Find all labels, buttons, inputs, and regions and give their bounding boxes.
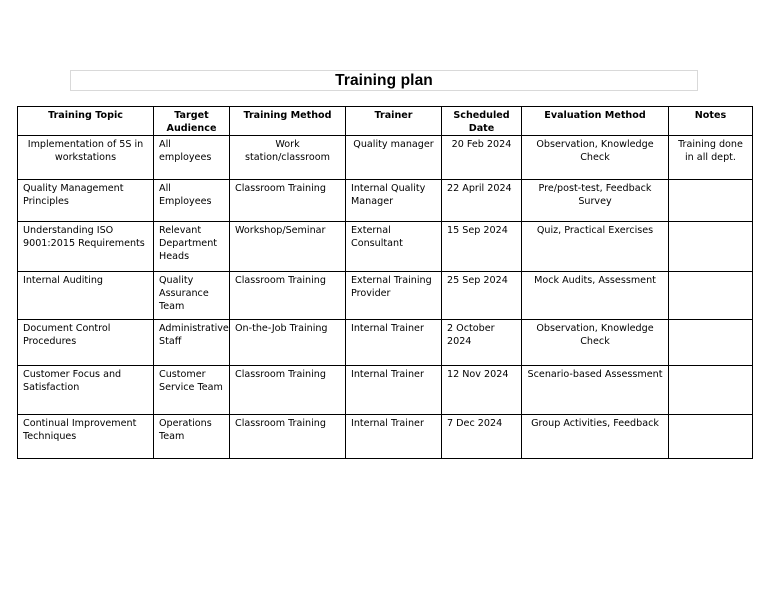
table-row [18, 272, 753, 320]
cell-trainer: Internal Trainer [346, 320, 442, 366]
cell-training-method: Workshop/Seminar [230, 222, 346, 272]
cell-training-topic: Understanding ISO 9001:2015 Requirements [18, 222, 154, 272]
cell-target-audience: All employees [154, 136, 230, 180]
header-scheduled-date: Scheduled Date [442, 107, 522, 136]
cell-trainer: Internal Trainer [346, 366, 442, 415]
cell-target-audience: Relevant Department Heads [154, 222, 230, 272]
cell-target-audience: All Employees [154, 180, 230, 222]
header-trainer: Trainer [346, 107, 442, 136]
cell-evaluation-method: Observation, Knowledge Check [522, 320, 669, 366]
cell-target-audience: Administrative Staff [154, 320, 230, 366]
cell-training-method: Classroom Training [230, 415, 346, 459]
cell-evaluation-method: Observation, Knowledge Check [522, 136, 669, 180]
cell-target-audience: Operations Team [154, 415, 230, 459]
cell-notes: Training done in all dept. [669, 136, 753, 180]
cell-notes [669, 366, 753, 415]
document-title: Training plan [335, 71, 433, 89]
cell-training-method: Work station/classroom [230, 136, 346, 180]
cell-training-topic: Continual Improvement Techniques [18, 415, 154, 459]
header-target-audience: Target Audience [154, 107, 230, 136]
table-row [18, 222, 753, 272]
cell-training-topic: Internal Auditing [18, 272, 154, 320]
table-row [18, 366, 753, 415]
training-plan-table [17, 106, 753, 459]
header-evaluation-method: Evaluation Method [522, 107, 669, 136]
cell-notes [669, 415, 753, 459]
table-row [18, 180, 753, 222]
cell-scheduled-date: 12 Nov 2024 [442, 366, 522, 415]
cell-scheduled-date: 2 October 2024 [442, 320, 522, 366]
cell-trainer: Internal Trainer [346, 415, 442, 459]
header-notes: Notes [669, 107, 753, 136]
cell-training-topic: Quality Management Principles [18, 180, 154, 222]
cell-training-topic: Implementation of 5S in workstations [18, 136, 154, 180]
cell-evaluation-method: Scenario-based Assessment [522, 366, 669, 415]
table-header-row [18, 107, 753, 136]
cell-evaluation-method: Quiz, Practical Exercises [522, 222, 669, 272]
cell-training-method: Classroom Training [230, 272, 346, 320]
cell-scheduled-date: 22 April 2024 [442, 180, 522, 222]
cell-scheduled-date: 15 Sep 2024 [442, 222, 522, 272]
cell-notes [669, 320, 753, 366]
cell-trainer: External Training Provider [346, 272, 442, 320]
cell-trainer: Internal Quality Manager [346, 180, 442, 222]
cell-evaluation-method: Pre/post-test, Feedback Survey [522, 180, 669, 222]
cell-scheduled-date: 25 Sep 2024 [442, 272, 522, 320]
cell-evaluation-method: Group Activities, Feedback [522, 415, 669, 459]
cell-training-method: Classroom Training [230, 366, 346, 415]
cell-notes [669, 272, 753, 320]
cell-training-topic: Customer Focus and Satisfaction [18, 366, 154, 415]
table-row [18, 320, 753, 366]
table-row [18, 415, 753, 459]
cell-target-audience: Quality Assurance Team [154, 272, 230, 320]
cell-trainer: External Consultant [346, 222, 442, 272]
table-row [18, 136, 753, 180]
cell-evaluation-method: Mock Audits, Assessment [522, 272, 669, 320]
cell-scheduled-date: 7 Dec 2024 [442, 415, 522, 459]
cell-training-topic: Document Control Procedures [18, 320, 154, 366]
cell-notes [669, 222, 753, 272]
title-box [70, 70, 698, 91]
cell-training-method: On-the-Job Training [230, 320, 346, 366]
cell-notes [669, 180, 753, 222]
header-training-method: Training Method [230, 107, 346, 136]
cell-training-method: Classroom Training [230, 180, 346, 222]
cell-target-audience: Customer Service Team [154, 366, 230, 415]
header-training-topic: Training Topic [18, 107, 154, 136]
cell-scheduled-date: 20 Feb 2024 [442, 136, 522, 180]
cell-trainer: Quality manager [346, 136, 442, 180]
